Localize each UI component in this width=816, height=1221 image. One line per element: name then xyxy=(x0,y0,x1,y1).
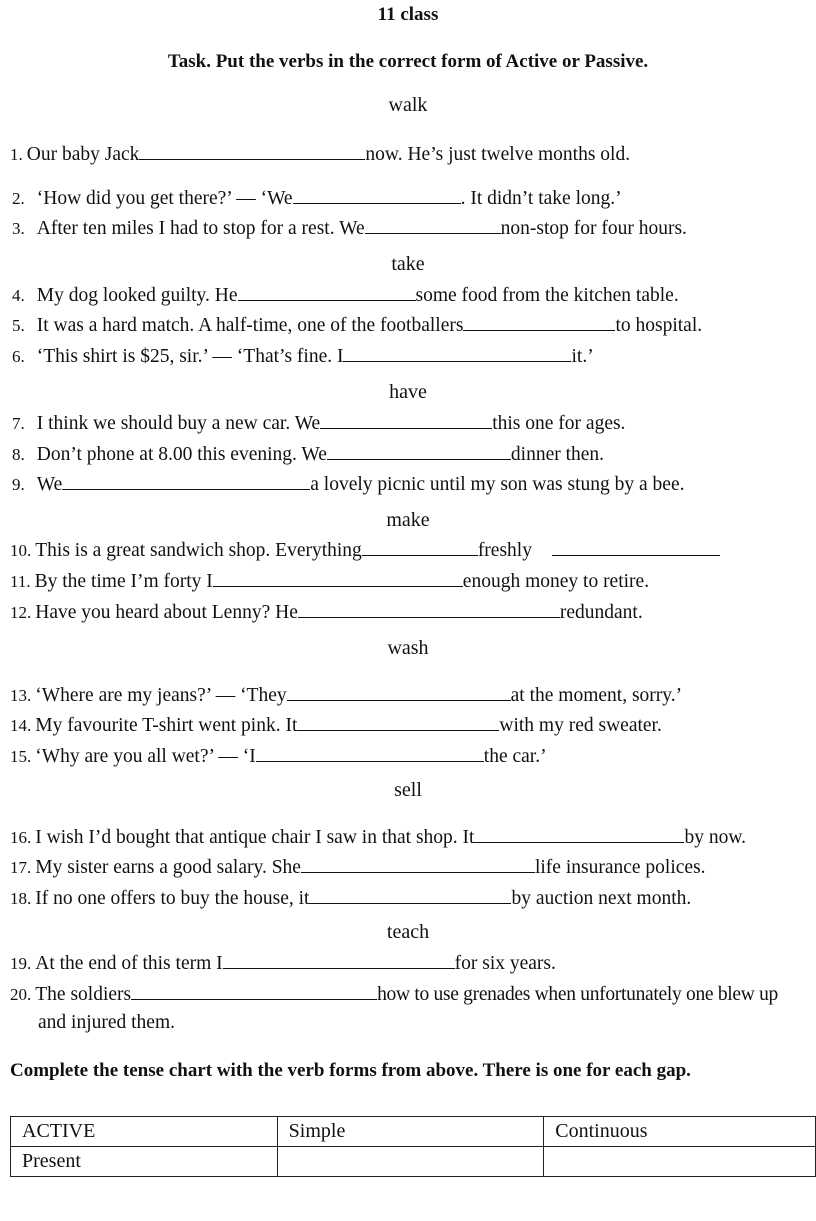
item-number: 1. xyxy=(10,145,23,164)
item-text-before: ‘How did you get there?’ — ‘We xyxy=(36,188,293,209)
item-number: 14. xyxy=(10,716,32,735)
answer-blank[interactable] xyxy=(287,683,511,701)
exercise-item-17 xyxy=(10,855,706,879)
item-text-after: by now. xyxy=(684,827,747,848)
item-number: 7. xyxy=(12,414,25,433)
item-number: 11. xyxy=(10,572,31,591)
table-header-cell: ACTIVE xyxy=(11,1117,278,1147)
item-text-before: ‘This shirt is $25, sir.’ — ‘That’s fine. I xyxy=(36,346,344,367)
item-text-after: dinner then. xyxy=(510,444,605,465)
table-row-label: Present xyxy=(11,1147,278,1177)
item-text-before: ‘Why are you all wet?’ — ‘I xyxy=(35,746,256,767)
item-text-after: this one for ages. xyxy=(492,413,626,434)
item-number: 18. xyxy=(10,889,32,908)
item-number: 3. xyxy=(12,219,25,238)
exercise-item-15 xyxy=(10,744,547,768)
item-text-before: ‘Where are my jeans?’ — ‘They xyxy=(35,685,287,706)
answer-blank[interactable] xyxy=(238,283,416,301)
exercise-item-11 xyxy=(10,569,649,593)
exercise-item-7 xyxy=(12,411,625,435)
table-row xyxy=(11,1147,816,1177)
exercise-item-19 xyxy=(10,951,556,975)
table-header-cell: Simple xyxy=(277,1117,544,1147)
item-text-after: enough money to retire. xyxy=(462,571,650,592)
table-answer-cell[interactable] xyxy=(544,1147,816,1177)
verb-heading-take: take xyxy=(391,253,425,275)
answer-blank[interactable] xyxy=(365,216,501,234)
item-number: 15. xyxy=(10,747,32,766)
item-text-after: to hospital. xyxy=(615,315,703,336)
answer-blank-extra[interactable] xyxy=(552,538,720,556)
answer-blank[interactable] xyxy=(309,886,511,904)
exercise-item-5 xyxy=(12,313,702,337)
item-text-before: Don’t phone at 8.00 this evening. We xyxy=(36,444,327,465)
item-text-before: My dog looked guilty. He xyxy=(36,285,238,306)
answer-blank[interactable] xyxy=(62,472,310,490)
exercise-item-3 xyxy=(12,216,687,240)
answer-blank[interactable] xyxy=(327,442,511,460)
exercise-item-6 xyxy=(12,344,594,368)
exercise-item-16 xyxy=(10,825,746,849)
chart-instruction: Complete the tense chart with the verb forms from above. There is one for each gap. xyxy=(10,1060,691,1081)
exercise-item-4 xyxy=(12,283,679,307)
item-number: 16. xyxy=(10,828,32,847)
item-text-before: By the time I’m forty I xyxy=(34,571,213,592)
item-text-after: freshly xyxy=(477,540,532,561)
item-text-before: We xyxy=(36,474,63,495)
verb-heading-wash: wash xyxy=(387,637,429,659)
item-text-after: a lovely picnic until my son was stung by a bee. xyxy=(310,474,685,495)
exercise-item-2 xyxy=(12,186,622,210)
item-text-after: some food from the kitchen table. xyxy=(415,285,679,306)
item-text-after: it.’ xyxy=(571,346,594,367)
exercise-item-14 xyxy=(10,713,662,737)
item-text-after: how to use grenades when unfortunately one blew up xyxy=(377,984,778,1005)
item-text-before: If no one offers to buy the house, it xyxy=(35,888,310,909)
table-header-cell: Continuous xyxy=(544,1117,816,1147)
item-number: 12. xyxy=(10,603,32,622)
answer-blank[interactable] xyxy=(297,713,499,731)
answer-blank[interactable] xyxy=(362,538,478,556)
item-number: 13. xyxy=(10,686,32,705)
item-number: 4. xyxy=(12,286,25,305)
answer-blank[interactable] xyxy=(320,411,492,429)
item-number: 9. xyxy=(12,475,25,494)
verb-heading-make: make xyxy=(386,509,430,531)
item-text-after: non-stop for four hours. xyxy=(500,218,687,239)
item-number: 20. xyxy=(10,985,32,1004)
class-label: 11 class xyxy=(377,4,439,25)
exercise-item-1 xyxy=(10,142,630,166)
item-text-before: The soldiers xyxy=(35,984,132,1005)
item-number: 8. xyxy=(12,445,25,464)
item-text-before: My favourite T-shirt went pink. It xyxy=(35,715,298,736)
exercise-item-20-continuation: and injured them. xyxy=(38,1012,176,1033)
item-text-after: with my red sweater. xyxy=(499,715,662,736)
item-number: 2. xyxy=(12,189,25,208)
answer-blank[interactable] xyxy=(256,744,484,762)
item-text-before: I wish I’d bought that antique chair I saw in that shop. It xyxy=(35,827,475,848)
answer-blank[interactable] xyxy=(343,344,571,362)
item-number: 10. xyxy=(10,541,32,560)
item-text-after: for six years. xyxy=(454,953,556,974)
item-text-after: by auction next month. xyxy=(511,888,692,909)
item-text-after: the car.’ xyxy=(483,746,547,767)
answer-blank[interactable] xyxy=(474,825,684,843)
verb-heading-have: have xyxy=(389,381,427,403)
item-text-before: Have you heard about Lenny? He xyxy=(35,602,298,623)
answer-blank[interactable] xyxy=(139,142,365,160)
exercise-item-12 xyxy=(10,600,643,624)
table-header-row xyxy=(11,1117,816,1147)
answer-blank[interactable] xyxy=(131,982,377,1000)
item-text-before: I think we should buy a new car. We xyxy=(36,413,321,434)
answer-blank[interactable] xyxy=(293,186,461,204)
verb-heading-walk: walk xyxy=(388,94,428,116)
item-text-after: redundant. xyxy=(559,602,643,623)
item-text-before: It was a hard match. A half-time, one of the footballers xyxy=(36,315,464,336)
answer-blank[interactable] xyxy=(298,600,560,618)
verb-heading-sell: sell xyxy=(394,779,422,801)
exercise-item-8 xyxy=(12,442,604,466)
item-text-after: at the moment, sorry.’ xyxy=(510,685,683,706)
item-text-after: . It didn’t take long.’ xyxy=(460,188,622,209)
exercise-item-18 xyxy=(10,886,691,910)
item-text-before: After ten miles I had to stop for a rest. We xyxy=(36,218,365,239)
tense-chart-table xyxy=(10,1116,816,1177)
item-number: 19. xyxy=(10,954,32,973)
table-answer-cell[interactable] xyxy=(277,1147,544,1177)
item-text-before: At the end of this term I xyxy=(35,953,223,974)
item-text-after: now. He’s just twelve months old. xyxy=(365,144,631,165)
exercise-item-10 xyxy=(10,538,720,562)
answer-blank[interactable] xyxy=(301,855,535,873)
exercise-item-9 xyxy=(12,472,684,496)
item-number: 17. xyxy=(10,858,32,877)
item-number: 6. xyxy=(12,347,25,366)
verb-heading-teach: teach xyxy=(386,921,430,943)
item-text-after: life insurance polices. xyxy=(534,857,706,878)
exercise-item-20 xyxy=(10,982,778,1006)
exercise-item-13 xyxy=(10,683,682,707)
item-text-before: Our baby Jack xyxy=(26,144,140,165)
answer-blank[interactable] xyxy=(223,951,455,969)
item-number: 5. xyxy=(12,316,25,335)
answer-blank[interactable] xyxy=(213,569,463,587)
answer-blank[interactable] xyxy=(463,313,615,331)
item-text-before: My sister earns a good salary. She xyxy=(35,857,301,878)
item-text-before: This is a great sandwich shop. Everything xyxy=(35,540,362,561)
task-title: Task. Put the verbs in the correct form of Active or Passive. xyxy=(167,51,649,72)
